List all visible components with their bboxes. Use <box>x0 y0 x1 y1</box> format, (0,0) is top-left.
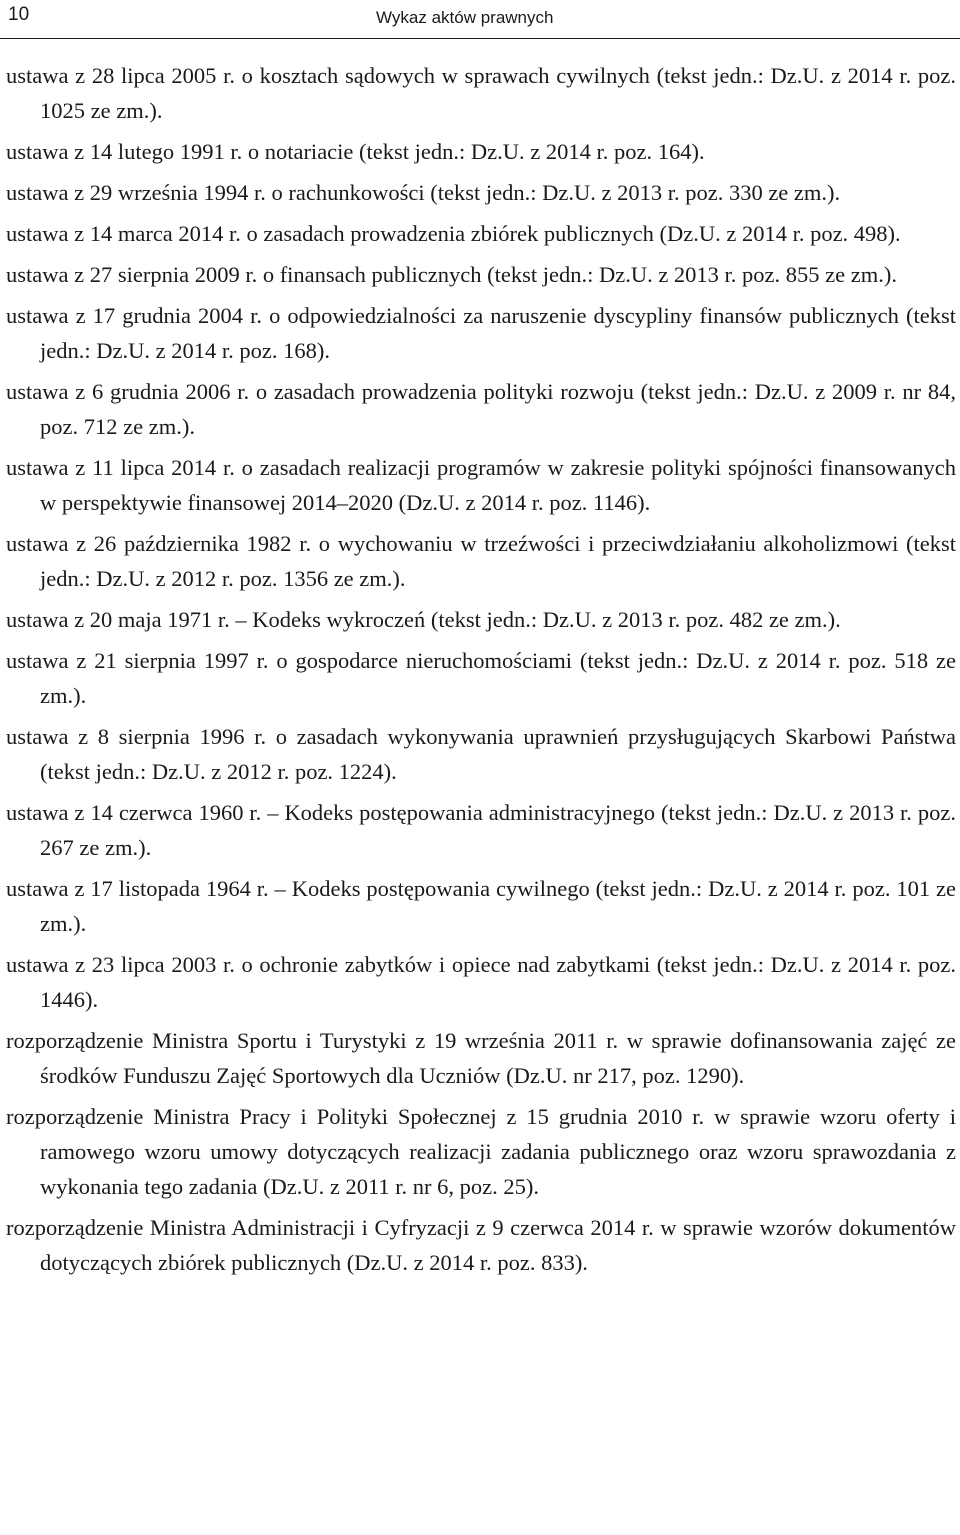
header-divider <box>0 38 960 39</box>
list-item: ustawa z 21 sierpnia 1997 r. o gospodarce nieruchomościami (tekst jedn.: Dz.U. z 2014 r. poz. 518 ze zm.). <box>6 648 956 708</box>
list-item: rozporządzenie Ministra Sportu i Turystyki z 19 września 2011 r. w sprawie dofinansowania zajęć ze środków Funduszu Zajęć Sportowych dla Uczniów (Dz.U. nr 217, poz. 1290). <box>6 1028 956 1088</box>
list-item: ustawa z 23 lipca 2003 r. o ochronie zabytków i opiece nad zabytkami (tekst jedn.: Dz.U. z 2014 r. poz. 1446). <box>6 952 956 1012</box>
list-item: ustawa z 17 listopada 1964 r. – Kodeks postępowania cywilnego (tekst jedn.: Dz.U. z 2014 r. poz. 101 ze zm.). <box>6 876 956 936</box>
list-item: ustawa z 27 sierpnia 2009 r. o finansach publicznych (tekst jedn.: Dz.U. z 2013 r. poz. 855 ze zm.). <box>6 262 898 287</box>
list-item: ustawa z 26 października 1982 r. o wychowaniu w trzeźwości i przeciwdziałaniu alkoholizmowi (tekst jedn.: Dz.U. z 2012 r. poz. 1356 ze zm.). <box>6 531 956 591</box>
list-item: rozporządzenie Ministra Administracji i Cyfryzacji z 9 czerwca 2014 r. w sprawie wzorów dokumentów dotyczących zbiórek publicznych (Dz.U. z 2014 r. poz. 833). <box>6 1215 956 1275</box>
running-title: Wykaz aktów prawnych <box>376 8 554 27</box>
list-item: ustawa z 11 lipca 2014 r. o zasadach realizacji programów w zakresie polityki spójności finansowanych w perspektywie finansowej 2014–2020 (Dz.U. z 2014 r. poz. 1146). <box>6 455 956 515</box>
list-item: ustawa z 6 grudnia 2006 r. o zasadach prowadzenia polityki rozwoju (tekst jedn.: Dz.U. z 2009 r. nr 84, poz. 712 ze zm.). <box>6 379 956 439</box>
list-item: rozporządzenie Ministra Pracy i Polityki Społecznej z 15 grudnia 2010 r. w sprawie wzoru oferty i ramowego wzoru umowy dotyczących realizacji zadania publicznego oraz wzoru sprawozdania z wykonania tego zadania (Dz.U. z 2011 r. nr 6, poz. 25). <box>6 1104 956 1199</box>
list-item: ustawa z 20 maja 1971 r. – Kodeks wykroczeń (tekst jedn.: Dz.U. z 2013 r. poz. 482 ze zm.). <box>6 607 841 632</box>
page-number: 10 <box>8 4 30 25</box>
list-item: ustawa z 17 grudnia 2004 r. o odpowiedzialności za naruszenie dyscypliny finansów publicznych (tekst jedn.: Dz.U. z 2014 r. poz. 168). <box>6 303 956 363</box>
list-item: ustawa z 14 lutego 1991 r. o notariacie (tekst jedn.: Dz.U. z 2014 r. poz. 164). <box>6 139 705 164</box>
list-item: ustawa z 14 marca 2014 r. o zasadach prowadzenia zbiórek publicznych (Dz.U. z 2014 r. poz. 498). <box>6 221 901 246</box>
list-item: ustawa z 14 czerwca 1960 r. – Kodeks postępowania administracyjnego (tekst jedn.: Dz.U. z 2013 r. poz. 267 ze zm.). <box>6 800 956 860</box>
page-header <box>0 0 960 40</box>
list-item: ustawa z 29 września 1994 r. o rachunkowości (tekst jedn.: Dz.U. z 2013 r. poz. 330 ze zm.). <box>6 180 841 205</box>
legal-acts-list <box>6 58 956 1286</box>
list-item: ustawa z 28 lipca 2005 r. o kosztach sądowych w sprawach cywilnych (tekst jedn.: Dz.U. z 2014 r. poz. 1025 ze zm.). <box>6 63 956 123</box>
list-item: ustawa z 8 sierpnia 1996 r. o zasadach wykonywania uprawnień przysługujących Skarbowi Państwa (tekst jedn.: Dz.U. z 2012 r. poz. 1224). <box>6 724 956 784</box>
